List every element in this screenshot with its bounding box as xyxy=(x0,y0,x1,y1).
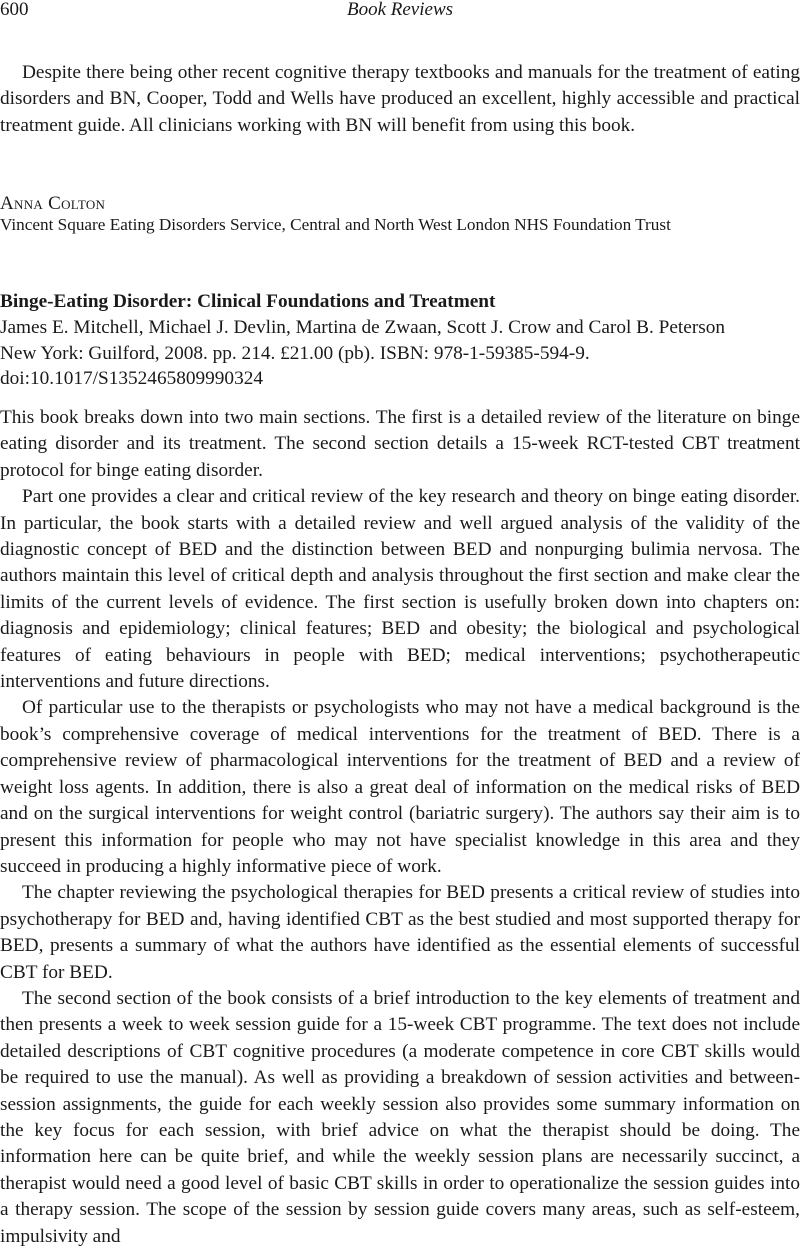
running-head xyxy=(0,0,800,24)
review-paragraph: The second section of the book consists of a brief introduction to the key elements of treatment and then presents a week to week session guide for a 15-week CBT programme. The text does not include detailed descriptions of CBT cognitive procedures (a moderate competence in core CBT skills would be required to use the manual). As well as providing a breakdown of session activities and between-session assignments, the guide for each weekly session also provides some summary information on the key focus for each session, with brief advice on what the therapist should be doing. The information here can be quite brief, and while the weekly session plans are necessarily succinct, a therapist would need a good level of basic CBT skills in order to operationalize the session guides into a therapy session. The scope of the session by session guide covers many areas, such as self-esteem, impulsivity and xyxy=(0,987,800,1247)
review-paragraph: Of particular use to the therapists or psychologists who may not have a medical background is the book’s comprehensive coverage of medical interventions for the treatment of BED. There is a comprehensive review of pharmacological interventions for the treatment of BED and a review of weight loss agents. In addition, there is also a great deal of information on the medical risks of BED and on the surgical interventions for weight control (bariatric surgery). The authors say their aim is to present this information for people who may not have specialist knowledge in this area and they succeed in producing a highly informative piece of work. xyxy=(0,697,800,877)
review-paragraph: This book breaks down into two main sections. The first is a detailed review of the literature on binge eating disorder and its treatment. The second section details a 15-week RCT-tested CBT treatment protocol for binge eating disorder. xyxy=(0,407,800,481)
reviewer-name: Anna Colton xyxy=(0,193,106,214)
section-title: Book Reviews xyxy=(346,0,454,20)
book-publication-details: New York: Guilford, 2008. pp. 214. £21.00 (pb). ISBN: 978-1-59385-594-9. xyxy=(0,342,590,364)
book-title: Binge-Eating Disorder: Clinical Foundations and Treatment xyxy=(0,291,496,312)
book-authors: James E. Mitchell, Michael J. Devlin, Martina de Zwaan, Scott J. Crow and Carol B. Peterson xyxy=(0,316,726,338)
review-paragraph: The chapter reviewing the psychological therapies for BED presents a critical review of studies into psychotherapy for BED and, having identified CBT as the best studied and most supported therapy for BED, presents a summary of what the authors have identified as the essential elements of successful CBT for BED. xyxy=(0,882,800,983)
review-body xyxy=(0,405,800,1250)
previous-review-closing-paragraph: Despite there being other recent cognitive therapy textbooks and manuals for the treatment of eating disorders and BN, Cooper, Todd and Wells have produced an excellent, highly accessible and practical treatment guide. All clinicians working with BN will benefit from using this book. xyxy=(0,62,800,136)
review-paragraph: Part one provides a clear and critical review of the key research and theory on binge eating disorder. In particular, the book starts with a detailed review and well argued analysis of the validity of the diagnostic concept of BED and the distinction between BED and nonpurging bulimia nervosa. The authors maintain this level of critical depth and analysis throughout the first section and make clear the limits of the current levels of evidence. The first section is usefully broken down into chapters on: diagnosis and epidemiology; clinical features; BED and obesity; the biological and psychological features of eating behaviours in people with BED; medical interventions; psychotherapeutic interventions and future directions. xyxy=(0,486,800,693)
reviewer-affiliation: Vincent Square Eating Disorders Service, Central and North West London NHS Foundation Trust xyxy=(0,215,671,234)
book-citation xyxy=(0,289,800,392)
book-doi: doi:10.1017/S1352465809990324 xyxy=(0,368,263,390)
page-number: 600 xyxy=(0,0,29,20)
